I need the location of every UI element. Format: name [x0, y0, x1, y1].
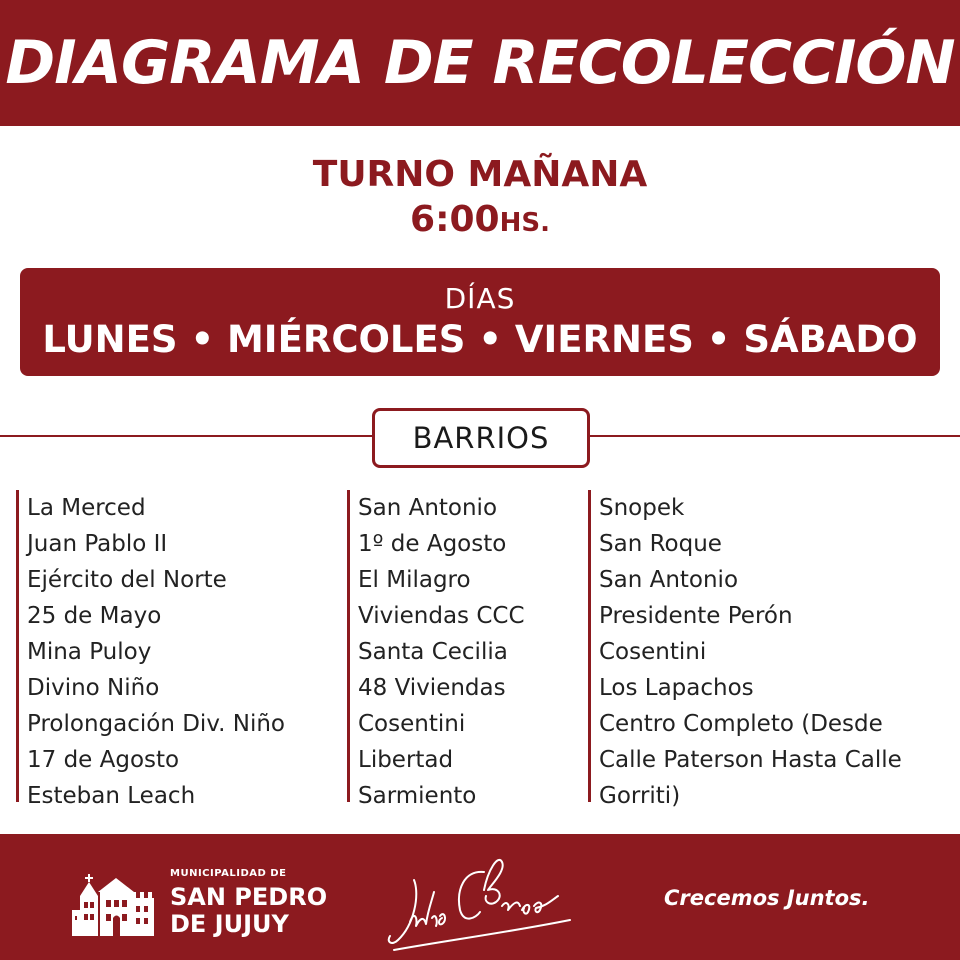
barrio-item: Ejército del Norte	[27, 567, 227, 593]
barrios-column-2	[347, 490, 578, 809]
barrio-item: 1º de Agosto	[358, 531, 507, 557]
days-list: LUNES • MIÉRCOLES • VIERNES • SÁBADO	[42, 318, 918, 361]
barrio-item: San Antonio	[599, 567, 739, 593]
shift-time-suffix: HS.	[499, 208, 550, 238]
days-label: DÍAS	[444, 282, 516, 315]
barrio-item: 17 de Agosto	[27, 747, 180, 773]
barrio-item: Juan Pablo II	[27, 531, 168, 557]
shift-info	[0, 152, 960, 245]
municipality-name-line2: DE JUJUY	[170, 910, 289, 938]
barrio-item: Libertad	[358, 747, 454, 773]
barrio-item: Presidente Perón	[599, 603, 793, 629]
shift-time: 6:00	[410, 199, 500, 240]
barrio-item: Prolongación Div. Niño	[27, 711, 286, 737]
barrio-item: La Merced	[27, 495, 146, 521]
barrios-column-3	[588, 490, 959, 809]
barrio-item: El Milagro	[358, 567, 471, 593]
shift-time-line	[0, 198, 960, 245]
header-banner	[0, 0, 960, 126]
page-title: DIAGRAMA DE RECOLECCIÓN	[5, 28, 955, 98]
barrios-heading: BARRIOS	[372, 408, 590, 468]
slogan: Crecemos Juntos.	[664, 886, 870, 910]
barrio-item: Viviendas CCC	[358, 603, 525, 629]
barrio-item: Los Lapachos	[599, 675, 754, 701]
barrio-item: Santa Cecilia	[358, 639, 508, 665]
municipal-building-icon	[70, 852, 160, 942]
barrio-item: 25 de Mayo	[27, 603, 162, 629]
municipality-label: MUNICIPALIDAD DE	[170, 868, 287, 879]
barrio-item: San Roque	[599, 531, 722, 557]
barrio-item: Divino Niño	[27, 675, 160, 701]
barrio-item: Gorriti)	[599, 783, 681, 809]
barrio-item: Snopek	[599, 495, 685, 521]
barrio-item: Mina Puloy	[27, 639, 152, 665]
barrio-item: Centro Completo (Desde	[599, 711, 883, 737]
municipality-name-line1: SAN PEDRO	[170, 883, 328, 911]
barrio-item: 48 Viviendas	[358, 675, 506, 701]
municipality-name	[170, 884, 327, 938]
barrio-item: Sarmiento	[358, 783, 477, 809]
footer-banner	[0, 834, 960, 960]
barrio-item: Cosentini	[599, 639, 707, 665]
barrios-column-1	[16, 490, 337, 809]
signature-image	[380, 840, 580, 952]
barrio-item: Cosentini	[358, 711, 466, 737]
days-box	[20, 268, 940, 376]
barrio-item: Esteban Leach	[27, 783, 196, 809]
shift-name: TURNO MAÑANA	[312, 154, 648, 195]
barrio-item: Calle Paterson Hasta Calle	[599, 747, 902, 773]
barrio-item: San Antonio	[358, 495, 498, 521]
